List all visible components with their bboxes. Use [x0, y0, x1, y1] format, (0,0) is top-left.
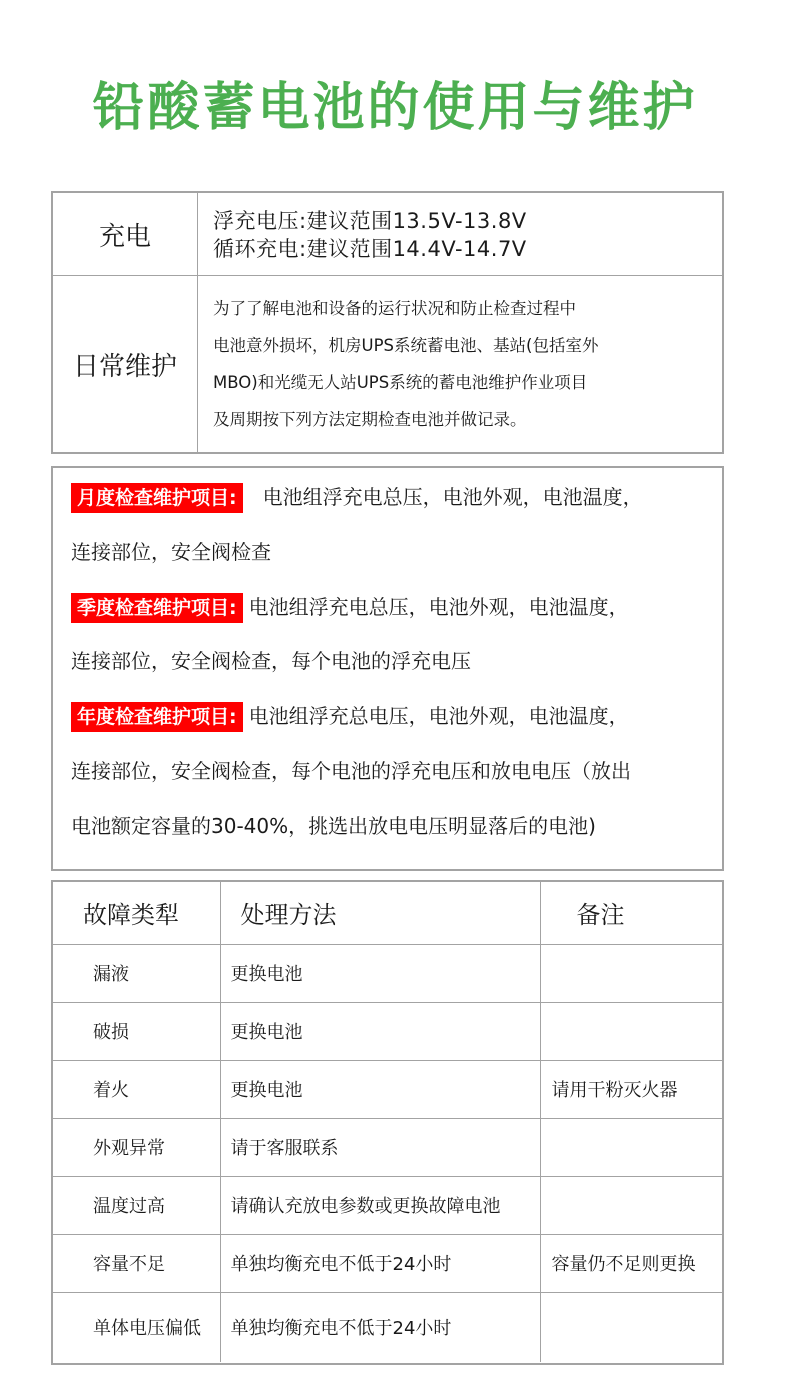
fault-method: 单独均衡充电不低于24小时	[220, 1292, 540, 1362]
yearly-items: 电池组浮充总电压，电池外观，电池温度，	[248, 704, 629, 728]
fault-note	[540, 1118, 722, 1176]
inspection-box	[51, 466, 724, 871]
fault-type: 着火	[53, 1060, 220, 1118]
yearly-line-3: 电池额定容量的30-40%，挑选出放电电压明显落后的电池)	[71, 814, 596, 838]
table-row	[53, 944, 722, 1002]
header-fault-type: 故障类犁	[53, 882, 220, 944]
monthly-items: 电池组浮充电总压，电池外观，电池温度，	[262, 485, 643, 509]
monthly-badge: 月度检查维护项目:	[71, 483, 243, 513]
fault-type: 单体电压偏低	[53, 1292, 220, 1362]
monthly-line-1	[71, 482, 643, 513]
fault-table-header	[53, 882, 722, 944]
fault-method: 单独均衡充电不低于24小时	[220, 1234, 540, 1292]
info-table	[51, 191, 724, 454]
maintenance-text	[213, 290, 708, 438]
cycle-charge-voltage: 循环充电:建议范围14.4V-14.7V	[213, 237, 527, 261]
header-note: 备注	[540, 882, 722, 944]
maintenance-line: 为了了解电池和设备的运行状况和防止检查过程中	[213, 299, 576, 318]
fault-type: 容量不足	[53, 1234, 220, 1292]
table-row	[53, 1002, 722, 1060]
quarterly-line-1	[71, 592, 629, 623]
fault-type: 外观异常	[53, 1118, 220, 1176]
table-row	[53, 1176, 722, 1234]
table-row	[53, 1292, 722, 1362]
charge-label: 充电	[53, 193, 198, 275]
maintenance-label: 日常维护	[53, 276, 198, 452]
fault-method: 更换电池	[220, 944, 540, 1002]
header-method: 处理方法	[220, 882, 540, 944]
charge-values	[213, 207, 527, 263]
yearly-line-1	[71, 701, 629, 732]
fault-note	[540, 1002, 722, 1060]
page-title: 铅酸蓄电池的使用与维护	[92, 78, 698, 138]
fault-type: 温度过高	[53, 1176, 220, 1234]
quarterly-items: 电池组浮充电总压，电池外观，电池温度，	[248, 595, 629, 619]
maintenance-line: MBO)和光缆无人站UPS系统的蓄电池维护作业项目	[213, 373, 588, 392]
maintenance-line: 及周期按下列方法定期检查电池并做记录。	[213, 410, 527, 429]
fault-note	[540, 944, 722, 1002]
fault-table	[51, 880, 724, 1365]
yearly-line-2: 连接部位，安全阀检查，每个电池的浮充电压和放电电压（放出	[71, 759, 631, 783]
fault-method: 请于客服联系	[220, 1118, 540, 1176]
fault-note: 容量仍不足则更换	[540, 1234, 722, 1292]
quarterly-line-2: 连接部位，安全阀检查，每个电池的浮充电压	[71, 649, 471, 673]
table-row	[53, 1060, 722, 1118]
fault-note: 请用干粉灭火器	[540, 1060, 722, 1118]
table-row	[53, 1118, 722, 1176]
fault-type: 漏液	[53, 944, 220, 1002]
fault-method: 请确认充放电参数或更换故障电池	[220, 1176, 540, 1234]
fault-method: 更换电池	[220, 1060, 540, 1118]
table-row	[53, 1234, 722, 1292]
maintenance-row	[53, 276, 722, 452]
monthly-line-2: 连接部位，安全阀检查	[71, 540, 271, 564]
fault-method: 更换电池	[220, 1002, 540, 1060]
charge-row	[53, 193, 722, 276]
maintenance-line: 电池意外损坏，机房UPS系统蓄电池、基站(包括室外	[213, 336, 599, 355]
fault-type: 破损	[53, 1002, 220, 1060]
float-charge-voltage: 浮充电压:建议范围13.5V-13.8V	[213, 209, 527, 233]
yearly-badge: 年度检查维护项目:	[71, 702, 243, 732]
fault-note	[540, 1292, 722, 1362]
quarterly-badge: 季度检查维护项目:	[71, 593, 243, 623]
fault-note	[540, 1176, 722, 1234]
